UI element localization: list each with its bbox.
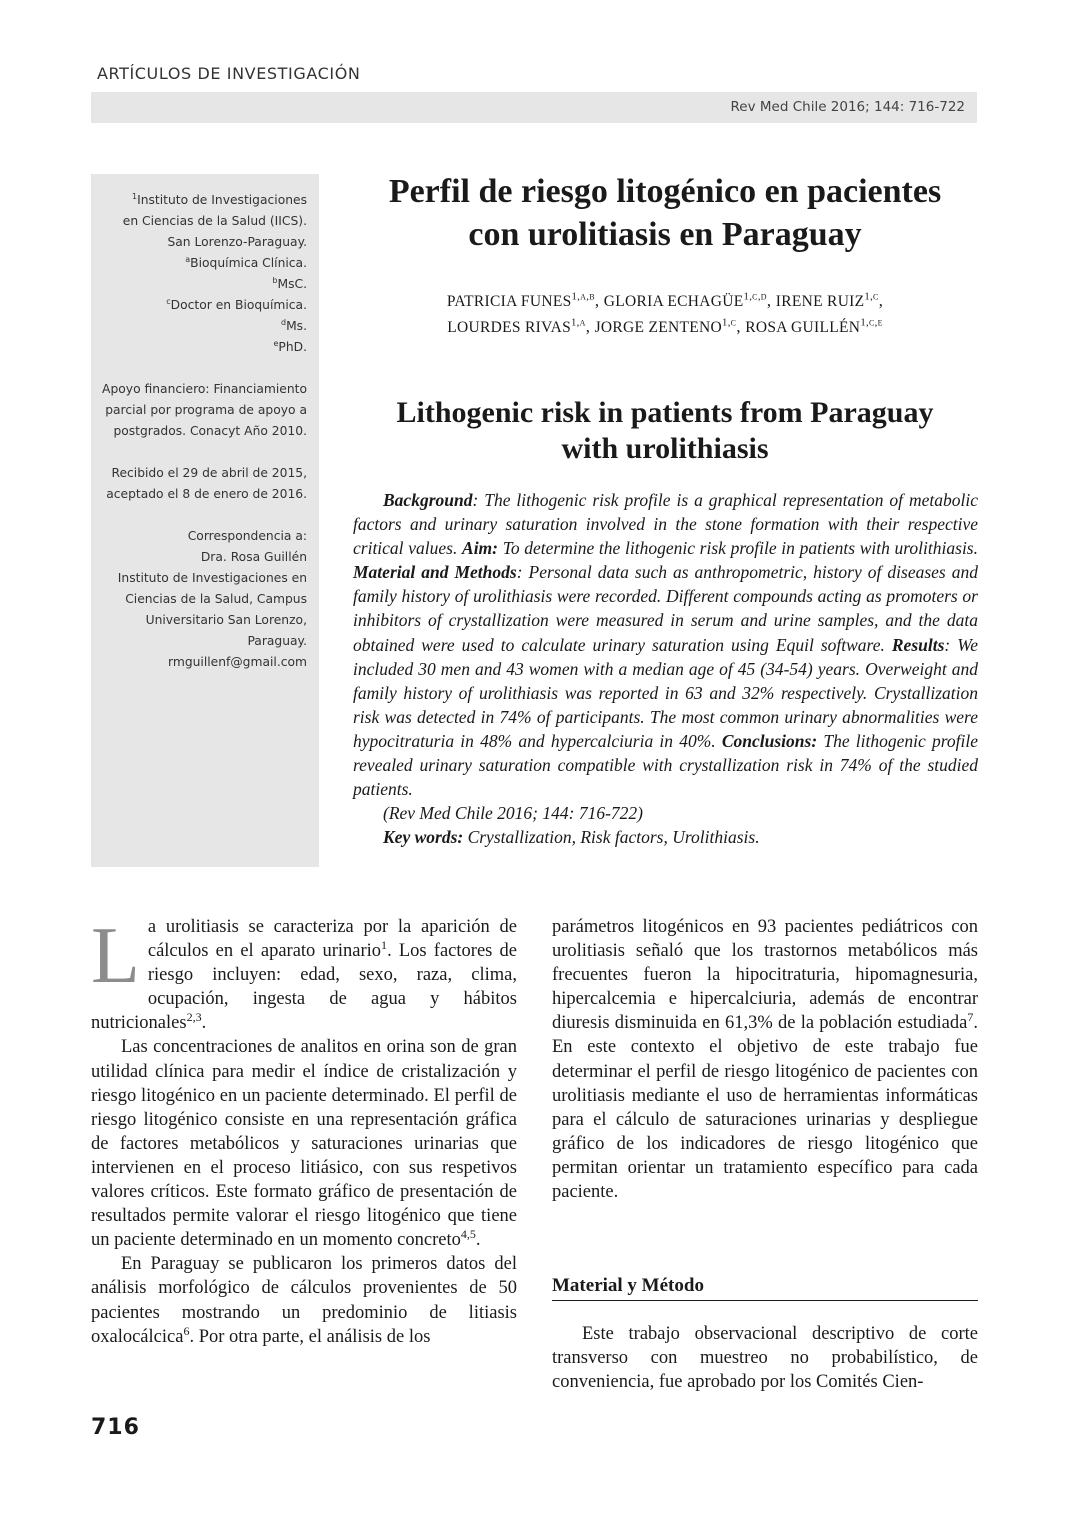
body-column-right [552,915,978,1204]
sidebar-content [97,190,307,673]
author-separator: , [878,291,884,310]
author-list [355,288,975,340]
affiliation-text: San Lorenzo-Paraguay. [167,235,307,249]
affiliation-sup: b [272,275,278,285]
affiliation-text: Bioquímica Clínica. [190,256,307,270]
abstract-citation: (Rev Med Chile 2016; 144: 716-722) [383,803,643,824]
en-title-line-1: Lithogenic risk in patients from Paraguay [396,396,934,429]
funding-line: parcial por programa de apoyo a [105,403,307,417]
affiliation-line [97,295,307,316]
citation-bar [91,92,977,123]
keywords [353,825,978,849]
author-separator: , [594,291,604,310]
author-affiliation-sup: 1,a,b [571,290,595,303]
en-title-line-2: with urolithiasis [561,432,769,465]
abstract [353,488,978,849]
p3-text-b: . Por otra parte, el análisis de los [189,1326,431,1347]
author-separator: , [766,291,776,310]
affiliation-text: Instituto de Investigaciones [137,193,307,207]
body-column-left [91,912,517,1349]
affiliation-line [97,337,307,358]
title-line-2: con urolitiasis en Paraguay [468,216,862,253]
correspondence-line: Ciencias de la Salud, Campus [125,592,307,606]
page-number: 716 [91,1415,140,1440]
correspondence [97,526,307,673]
conclusions-label: Conclusions: [721,730,818,751]
results-text: : We included 30 men and 43 women with a median age of 45 (34-54) years. Overweight and family history of urolithiasis was reported in 63 and 32% respectively. Crystallization risk was detected in 74% of participants. The most common urinary abnormalities were hypocitraturia in 48% and hypercalciuria in 40%. [353,634,978,751]
aim-label: Aim: [462,538,498,559]
english-title [355,395,975,467]
affiliation-line [97,274,307,295]
p4-text-a: parámetros litogénicos en 93 pacientes pediátricos con urolitiasis señaló que los trastornos metabólicos más frecuentes fueron la hipocitraturia, hipomagnesuria, hipercalcemia e hipercalciuria, además de encontrar diuresis disminuida en 61,3% de la población estudiada [552,917,978,1034]
author-name: LOURDES RIVAS [447,319,571,336]
aim-text: To determine the lithogenic risk profile in patients with urolithiasis. [498,538,978,559]
funding [97,379,307,442]
p2-text-a: Las concentraciones de analitos en orina son de gran utilidad clínica para medir el índice de cristalización y riesgo litogénico en un paciente determinado. El perfil de riesgo litogénico consiste en una representación gráfica de factores metabólicos y saturaciones urinarias que intervienen en el proceso litiásico, con sus respetivos valores críticos. Este formato gráfico de presentación de resultados permite valorar el riesgo litogénico que tiene un paciente determinado en un momento concreto [91,1037,517,1251]
journal-citation: Rev Med Chile 2016; 144: 716-722 [730,99,965,115]
author-separator: , [736,317,746,336]
reference-sup: 2,3 [186,1010,202,1025]
correspondence-line: rmguillenf@gmail.com [168,655,307,669]
author-affiliation-sup: 1,a [571,316,586,329]
p1-text-c: . [201,1013,207,1034]
affiliation-text: en Ciencias de la Salud (IICS). [122,214,307,228]
title-line-1: Perfil de riesgo litogénico en pacientes [388,173,942,210]
body-column-right-continued [552,1322,978,1394]
paragraph-5: Este trabajo observacional descriptivo de corte transverso con muestreo no probabilístico, de conveniencia, fue aprobado por los Comités Cien- [552,1324,978,1393]
correspondence-line: Dra. Rosa Guillén [200,550,307,564]
affiliation-sup: c [166,296,171,306]
paragraph-4 [552,915,978,1204]
affiliations [97,190,307,358]
p3-text-a: En Paraguay se publicaron los primeros datos del análisis morfológico de cálculos provenientes de 50 pacientes mostrando un predominio de litiasis oxalocálcica [91,1254,517,1347]
reference-sup: 6 [183,1323,190,1338]
p2-text-b: . [475,1230,481,1251]
results-label: Results [891,634,945,655]
keywords-label: Key words: [383,827,464,848]
background-text: : The lithogenic risk profile is a graphical representation of metabolic factors and urinary saturation involved in the stone formation with their respective critical values. [353,490,978,559]
sidebar [91,174,319,867]
background-label: Background [383,490,473,510]
methods-text: : Personal data such as anthropometric, history of diseases and family history of urolithiasis were recorded. Different compounds acting as promoters or inhibitors of crystallization were measured in serum and urine samples, and the data obtained were used to calculate urinary saturation using Equil software. [353,562,978,655]
paragraph-2 [91,1035,517,1252]
correspondence-line: Universitario San Lorenzo, [145,613,307,627]
affiliation-sup: d [280,317,287,327]
funding-line: postgrados. Conacyt Año 2010. [113,424,307,438]
drop-cap: L [91,912,140,1000]
methods-heading: Material y Método [552,1273,978,1301]
conclusions-text: The lithogenic profile revealed urinary saturation compatible with crystallization risk in 74% of the studied patients. [353,730,978,800]
paragraph-1 [91,912,517,1035]
affiliation-text: PhD. [278,340,307,354]
keywords-text: Crystallization, Risk factors, Urolithiasis. [463,827,760,848]
reference-sup: 4,5 [460,1227,476,1242]
author-name: GLORIA ECHAGÜE [603,293,744,310]
author-separator: , [585,317,595,336]
section-label: ARTÍCULOS DE INVESTIGACIÓN [97,64,361,83]
correspondence-line: Correspondencia a: [187,529,307,543]
affiliation-sup: e [273,338,279,348]
correspondence-line: Instituto de Investigaciones en [117,571,307,585]
affiliation-line [97,316,307,337]
affiliation-text: MsC. [277,277,307,291]
paragraph-3 [91,1252,517,1348]
affiliation-text: Ms. [286,319,307,333]
received-dates [97,463,307,505]
p4-text-b: . En este contexto el objetivo de este trabajo fue determinar el perfil de riesgo litogénico de pacientes con urolitiasis mediante el uso de herramientas informáticas para el cálculo de saturaciones urinarias y despliegue gráfico de los indicadores de riesgo litogénico que permitan orientar un tratamiento específico para cada paciente. [552,1013,978,1203]
author-name: JORGE ZENTENO [594,319,723,336]
author-name: IRENE RUIZ [775,293,865,310]
author-name: PATRICIA FUNES [446,293,572,310]
author-affiliation-sup: 1,c [864,290,879,303]
affiliation-text: Doctor en Bioquímica. [170,298,307,312]
affiliation-sup: a [185,254,191,264]
funding-line: Apoyo financiero: Financiamiento [102,382,307,396]
dates-line: aceptado el 8 de enero de 2016. [106,487,307,501]
article-title [355,170,975,256]
author-affiliation-sup: 1,c,d [743,290,767,303]
author-affiliation-sup: 1,c,e [860,316,883,329]
methods-label: Material and Methods [353,562,517,583]
affiliation-line [97,190,307,211]
affiliation-line [97,232,307,253]
dates-line: Recibido el 29 de abril de 2015, [111,466,307,480]
abstract-body [353,488,978,801]
affiliation-line [97,211,307,232]
p1-text-b: . Los factores de riesgo incluyen: edad, sexo, raza, clima, ocupación, ingesta de agua y hábitos nutricionales [91,941,517,1034]
affiliation-sup: 1 [131,191,138,201]
reference-sup: 1 [381,937,388,952]
author-name: ROSA GUILLÉN [745,319,861,336]
correspondence-line: Paraguay. [247,634,307,648]
author-affiliation-sup: 1,c [722,316,737,329]
reference-sup: 7 [967,1010,974,1025]
p1-text-a: a urolitiasis se caracteriza por la aparición de cálculos en el aparato urinario [147,917,517,962]
affiliation-line [97,253,307,274]
